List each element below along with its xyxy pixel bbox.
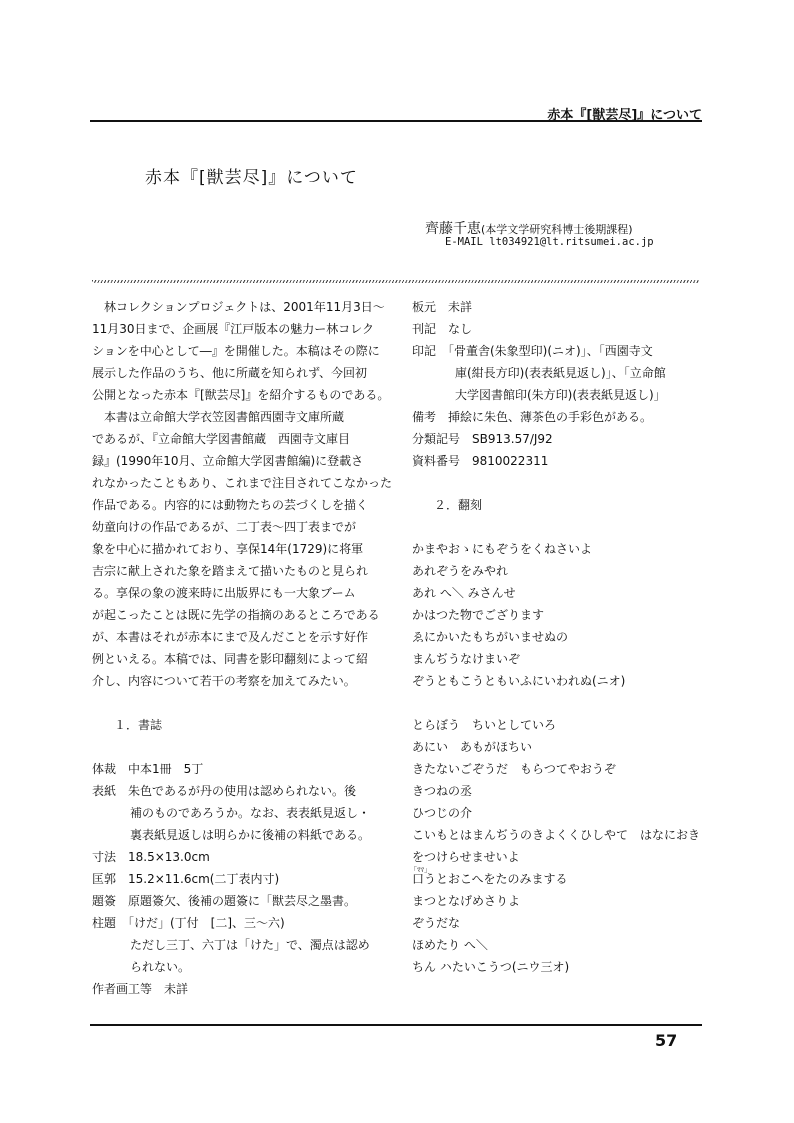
transcription-line: かはつた物でござります xyxy=(412,608,545,622)
transcription-line: ぞうだな xyxy=(412,916,461,930)
separator-rule xyxy=(92,280,700,283)
transcription-text: 口うとおこへをたのみまする xyxy=(412,872,568,886)
transcription-line: とらぼう ちいとしていろ xyxy=(412,718,557,732)
text-line: 作品である。内容的には動物たちの芸づくしを描く xyxy=(92,498,369,512)
text-line: 介し、内容について若干の考察を加えてみたい。 xyxy=(92,674,356,688)
author-email: E-MAIL lt034921@lt.ritsumei.ac.jp xyxy=(445,236,654,248)
left-column xyxy=(92,296,392,1000)
text-line: であるが、『立命館大学図書館蔵 西園寺文庫目 xyxy=(92,432,351,446)
transcription-line: ゑにかいたもちがいませぬの xyxy=(412,630,569,644)
header-rule xyxy=(90,120,702,122)
biblio-line: 作者画工等 未詳 xyxy=(92,982,189,996)
page-number: 57 xyxy=(655,1031,678,1050)
biblio-line: 題簽 原題簽欠、後補の題簽に「獣芸尽之墨書。 xyxy=(92,894,357,908)
biblio-line: ただし三丁、六丁は「けた」で、濁点は認め xyxy=(130,938,370,952)
transcription-line: きたないごぞうだ もらつてやおうぞ xyxy=(412,762,616,776)
author-affiliation: (本学文学研究科博士後期課程) xyxy=(481,223,633,236)
transcription-line: まんぢうなけまいぞ xyxy=(412,652,521,666)
biblio-line: 板元 未詳 xyxy=(412,300,473,314)
text-line: 吉宗に献上された象を踏まえて描いたものと見られ xyxy=(92,564,369,578)
transcription-line: をつけらせませいよ xyxy=(412,850,520,864)
text-line: 例といえる。本稿では、同書を影印翻刻によって紹 xyxy=(92,652,369,666)
biblio-line: 寸法 18.5×13.0cm xyxy=(92,850,210,864)
text-line: れなかったこともあり、これまで注目されてこなかった xyxy=(92,476,393,490)
section-heading-transcription: ２．翻刻 xyxy=(434,498,483,512)
right-column xyxy=(412,296,707,978)
author-name: 齊藤千恵 xyxy=(425,221,481,237)
text-line: 公開となった赤本『[獣芸尽]』を紹介するものである。 xyxy=(92,388,390,402)
biblio-line: 庫(紺長方印)(表表紙見返し)」、「立命館 xyxy=(455,366,666,380)
biblio-line: 柱題 「けだ」(丁付 [二]、三～六) xyxy=(92,916,285,930)
text-line: 展示した作品のうち、他に所蔵を知られず、今回初 xyxy=(92,366,368,380)
transcription-line-annotated xyxy=(412,868,707,890)
transcription-stanza-1 xyxy=(412,538,707,692)
transcription-line: あれ へ＼ みさんせ xyxy=(412,586,516,600)
intro-paragraphs xyxy=(92,296,392,692)
text-line: 録』(1990年10月、立命館大学図書館編)に登載さ xyxy=(92,454,364,468)
transcription-line: あにい あもがほちい xyxy=(412,740,533,754)
bibliography-list-continued xyxy=(412,296,707,472)
text-line: る。享保の象の渡来時に出版界にも一大象ブーム xyxy=(92,586,356,600)
text-line: 本書は立命館大学衣笠図書館西園寺文庫所蔵 xyxy=(104,410,345,424)
text-line: 象を中心に描かれており、享保14年(1729)に将軍 xyxy=(92,542,364,556)
transcription-line: かまやおゝにもぞうをくねさいよ xyxy=(412,542,593,556)
text-line: が起こったことは既に先学の指摘のあるところである xyxy=(92,608,380,622)
editorial-mark: 「ﾏﾏ」 xyxy=(410,866,431,874)
biblio-line: 分類記号 SB913.57/J92 xyxy=(412,432,553,446)
footer-rule xyxy=(90,1024,702,1026)
biblio-line: られない。 xyxy=(130,960,191,974)
biblio-line: 補のものであろうか。なお、表表紙見返し・ xyxy=(130,806,371,820)
bibliography-list xyxy=(92,758,392,1000)
transcription-stanza-2 xyxy=(412,714,707,978)
biblio-line: 大学図書館印(朱方印)(表表紙見返し)」 xyxy=(455,388,666,402)
section-heading-bibliography: １．書誌 xyxy=(114,718,163,732)
biblio-line: 裏表紙見返しは明らかに後補の料紙である。 xyxy=(130,828,371,842)
biblio-line: 匡郭 15.2×11.6cm(二丁表内寸) xyxy=(92,872,280,886)
biblio-line: 刊記 なし xyxy=(412,322,473,336)
transcription-line: まつとなげめさりよ xyxy=(412,894,521,908)
article-title: 赤本『[獣芸尽]』について xyxy=(145,168,358,188)
text-line: 11月30日まで、企画展『江戸版本の魅力ー林コレク xyxy=(92,322,375,336)
biblio-line: 表紙 朱色であるが丹の使用は認められない。後 xyxy=(92,784,357,798)
text-line: 幼童向けの作品であるが、二丁表～四丁表までが xyxy=(92,520,357,534)
text-line: 林コレクションプロジェクトは、2001年11月3日～ xyxy=(104,300,385,314)
transcription-line: ぞうともこうともいふにいわれぬ(ニオ) xyxy=(412,674,626,688)
transcription-line: ちん ハたいこうつ(ニウ三オ) xyxy=(412,960,570,974)
transcription-line: あれぞうをみやれ xyxy=(412,564,509,578)
biblio-line: 印記 「骨董舎(朱象型印)(ニオ)」、「西園寺文 xyxy=(412,344,653,358)
transcription-line: ひつじの介 xyxy=(412,806,473,820)
biblio-line: 体裁 中本1冊 5丁 xyxy=(92,762,204,776)
biblio-line: 資料番号 9810022311 xyxy=(412,454,549,468)
transcription-line: きつねの丞 xyxy=(412,784,473,798)
transcription-line: こいもとはまんぢうのきよくくひしやて はなにおき xyxy=(412,828,701,842)
biblio-line: 備考 挿絵に朱色、薄茶色の手彩色がある。 xyxy=(412,410,653,424)
text-line: が、本書はそれが赤本にまで及んだことを示す好作 xyxy=(92,630,369,644)
author-line xyxy=(425,218,633,238)
text-line: ションを中心として―』を開催した。本稿はその際に xyxy=(92,344,380,358)
transcription-line: ほめたり へ＼ xyxy=(412,938,488,952)
running-head: 赤本『[獣芸尽]』について xyxy=(547,108,702,123)
